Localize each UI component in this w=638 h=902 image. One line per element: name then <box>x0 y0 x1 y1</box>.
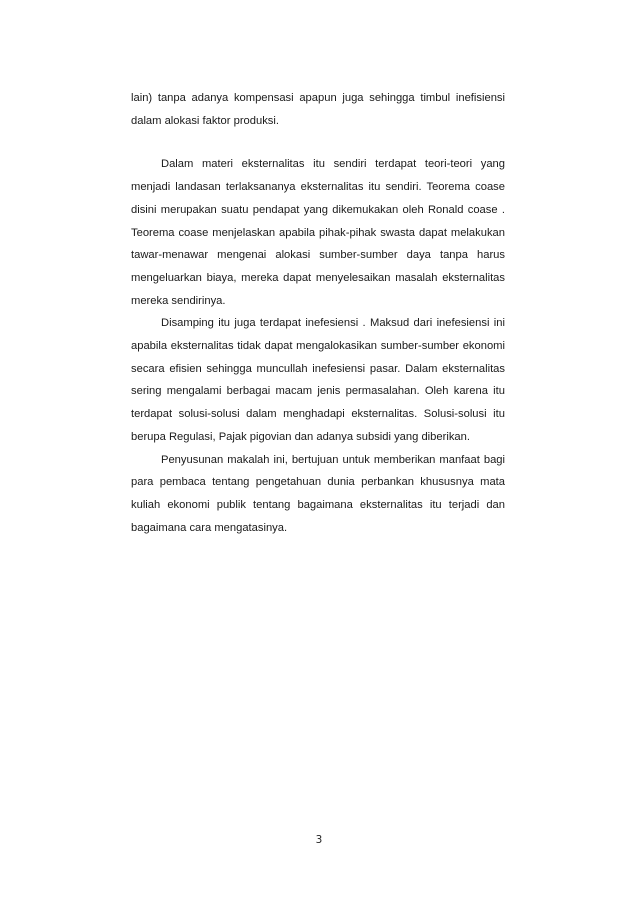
paragraph-purpose: Penyusunan makalah ini, bertujuan untuk memberikan manfaat bagi para pembaca tentang pengetahuan dunia perbankan khususnya mata kuliah ekonomi publik tentang bagaimana eksternalitas itu terjadi dan bagaimana cara mengatasinya. <box>131 453 505 534</box>
paragraph-spacer <box>131 132 505 153</box>
page-number: 3 <box>315 834 323 846</box>
paragraph-coase-theorem: Dalam materi eksternalitas itu sendiri terdapat teori-teori yang menjadi landasan terlaksananya eksternalitas itu sendiri. Teorema coase disini merupakan suatu pendapat yang dikemukakan oleh Ronald coase . Teorema coase menjelaskan apabila pihak-pihak swasta dapat melakukan tawar-menawar mengenai alokasi sumber-sumber daya tanpa harus mengeluarkan biaya, mereka dapat menyelesaikan masalah eksternalitas mereka sendirinya. <box>131 158 505 307</box>
document-body <box>131 87 505 539</box>
paragraph-continuation: lain) tanpa adanya kompensasi apapun juga sehingga timbul inefisiensi dalam alokasi faktor produksi. <box>131 92 505 127</box>
paragraph-inefficiency: Disamping itu juga terdapat inefesiensi . Maksud dari inefesiensi ini apabila eksternalitas tidak dapat mengalokasikan sumber-sumber ekonomi secara efisien sehingga muncullah inefesiensi pasar. Dalam eksternalitas sering mengalami berbagai macam jenis permasalahan. Oleh karena itu terdapat solusi-solusi dalam menghadapi eksternalitas. Solusi-solusi itu berupa Regulasi, Pajak pigovian dan adanya subsidi yang diberikan. <box>131 317 505 443</box>
